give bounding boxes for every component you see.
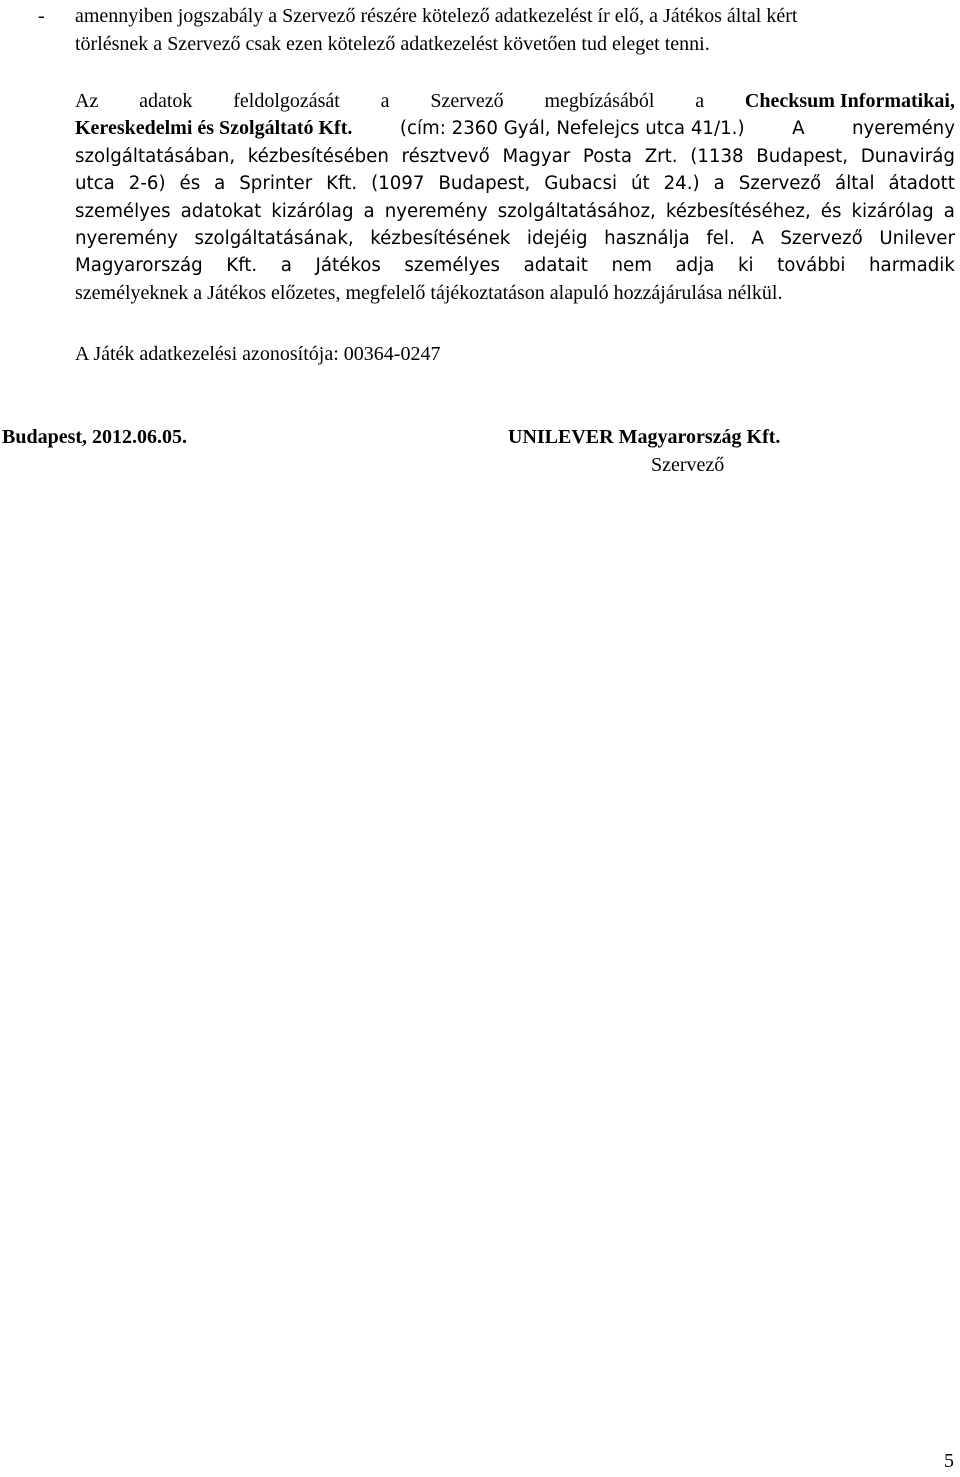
word: nyeremény bbox=[852, 118, 955, 140]
word: A bbox=[751, 227, 764, 249]
bullet-line-2: törlésnek a Szervező csak ezen kötelező adatkezelést követően tud eleget tenni. bbox=[75, 33, 710, 55]
word: a bbox=[280, 255, 292, 277]
word: résztvevő bbox=[401, 145, 490, 167]
word: a bbox=[943, 200, 955, 222]
word: szolgáltatásához, bbox=[497, 200, 656, 222]
word: Zrt. bbox=[644, 145, 678, 167]
word: Dunavirág bbox=[860, 145, 955, 167]
processor-name-part-2: Kereskedelmi és Szolgáltató Kft. bbox=[75, 117, 353, 140]
word: Szervező bbox=[780, 227, 863, 249]
signature-organization: UNILEVER Magyarország Kft. bbox=[508, 426, 781, 448]
word: Magyarország bbox=[75, 255, 203, 277]
paragraph-line-4 bbox=[75, 170, 955, 197]
word: utca bbox=[75, 173, 115, 195]
word: adja bbox=[675, 255, 715, 277]
bullet-item-deletion bbox=[75, 2, 955, 58]
word: (1138 bbox=[690, 145, 744, 167]
word: (1097 bbox=[371, 173, 425, 195]
word: és bbox=[820, 200, 842, 222]
paragraph-last-line: személyeknek a Játékos előzetes, megfelelő tájékoztatáson alapuló hozzájárulása nélkül. bbox=[75, 281, 783, 304]
word: a bbox=[380, 90, 390, 112]
word: használja bbox=[604, 227, 690, 249]
word: Unilever bbox=[879, 227, 955, 249]
word: kézbesítésében bbox=[247, 145, 389, 167]
word: személyes bbox=[404, 255, 501, 277]
word: adatait bbox=[523, 255, 588, 277]
word: a bbox=[214, 173, 226, 195]
paragraph-line-6 bbox=[75, 225, 955, 252]
word: szolgáltatásában, bbox=[75, 145, 236, 167]
word: Kft. bbox=[326, 173, 358, 195]
word: Szervező bbox=[430, 90, 504, 112]
game-data-processing-id: A Játék adatkezelési azonosítója: 00364-0247 bbox=[75, 343, 441, 365]
word: kizárólag bbox=[851, 200, 934, 222]
word: út bbox=[630, 173, 650, 195]
word: a bbox=[363, 200, 375, 222]
word: idejéig bbox=[526, 227, 588, 249]
word: kézbesítéséhez, bbox=[665, 200, 811, 222]
word: megbízásából bbox=[544, 90, 655, 112]
word: 24.) bbox=[663, 173, 700, 195]
word: és bbox=[179, 173, 201, 195]
paragraph-line-7 bbox=[75, 252, 955, 279]
word: fel. bbox=[706, 227, 735, 249]
word: Magyar bbox=[502, 145, 571, 167]
processor-name-part-1: Checksum Informatikai, bbox=[744, 90, 955, 112]
page-number: 5 bbox=[944, 1450, 954, 1472]
word: által bbox=[835, 173, 875, 195]
word: Posta bbox=[582, 145, 633, 167]
word: A bbox=[792, 118, 805, 140]
word: Az bbox=[75, 90, 99, 112]
word: Játékos bbox=[315, 255, 381, 277]
paragraph-line-8 bbox=[75, 280, 955, 307]
word: nyeremény bbox=[75, 227, 178, 249]
word: nyeremény bbox=[384, 200, 488, 222]
word: Budapest, bbox=[756, 145, 849, 167]
paragraph-line-5 bbox=[75, 198, 955, 225]
word: harmadik bbox=[869, 255, 955, 277]
bullet-dash: - bbox=[38, 5, 45, 27]
signature-place-date: Budapest, 2012.06.05. bbox=[2, 426, 188, 448]
word: a bbox=[695, 90, 705, 112]
data-processing-paragraph bbox=[75, 88, 955, 307]
word: Sprinter bbox=[239, 173, 313, 195]
word: Budapest, bbox=[438, 173, 531, 195]
word: kézbesítésének bbox=[370, 227, 511, 249]
word: kizárólag bbox=[271, 200, 354, 222]
word: ki bbox=[737, 255, 754, 277]
word: Kft. bbox=[226, 255, 258, 277]
bullet-line-1: amennyiben jogszabály a Szervező részére kötelező adatkezelést ír elő, a Játékos által kért bbox=[75, 5, 798, 27]
word: további bbox=[777, 255, 846, 277]
paragraph-line-3 bbox=[75, 143, 955, 170]
word: adatok bbox=[139, 90, 193, 112]
word: Gubacsi bbox=[544, 173, 618, 195]
word: a bbox=[713, 173, 725, 195]
paragraph-line-2 bbox=[75, 115, 955, 142]
processor-address: (cím: 2360 Gyál, Nefelejcs utca 41/1.) bbox=[399, 118, 745, 140]
word: 2-6) bbox=[128, 173, 166, 195]
word: személyes bbox=[75, 200, 171, 222]
word: nem bbox=[611, 255, 652, 277]
paragraph-line-1 bbox=[75, 88, 955, 115]
word: szolgáltatásának, bbox=[194, 227, 354, 249]
word: feldolgozását bbox=[233, 90, 340, 112]
word: adatokat bbox=[180, 200, 262, 222]
word: átadott bbox=[888, 173, 955, 195]
word: Szervező bbox=[738, 173, 822, 195]
signature-role: Szervező bbox=[651, 454, 725, 476]
